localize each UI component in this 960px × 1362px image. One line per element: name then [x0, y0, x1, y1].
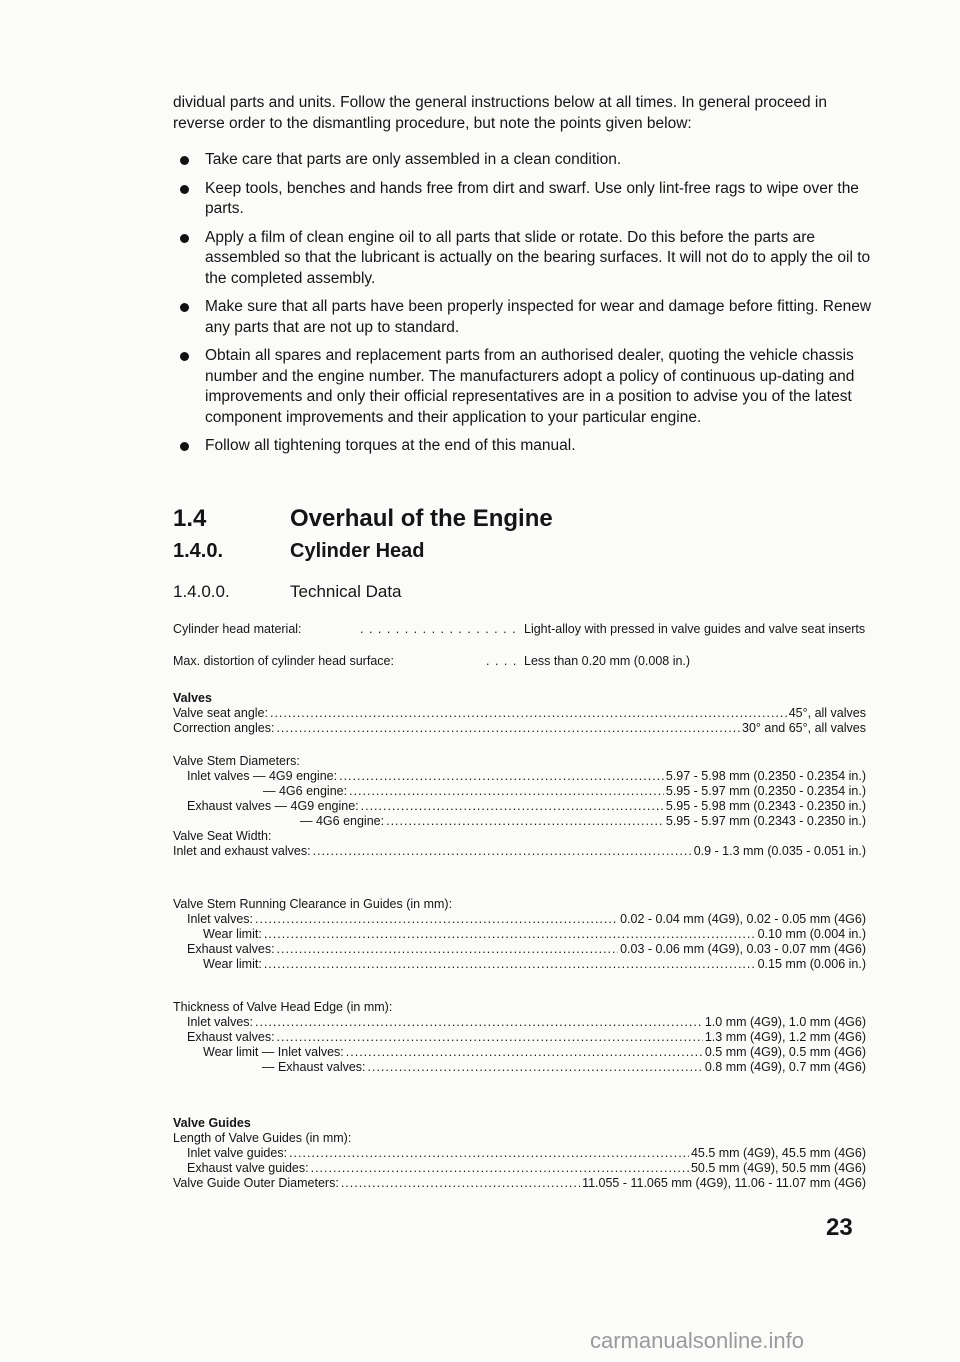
clearance-inlet-row: Inlet valves: ..... 0.02 - 0.04 mm (4G9), 0.02 - 0.05 mm (4G6) [173, 912, 866, 927]
list-item: Take care that parts are only assembled in a clean condition. [173, 150, 873, 171]
running-clearance-heading: Valve Stem Running Clearance in Guides (in mm): [173, 897, 453, 911]
stem-diameter-heading: Valve Stem Diameters: [173, 754, 300, 768]
exhaust-4g9-row: Exhaust valves — 4G9 engine: ..... 5.95 - 5.98 mm (0.2343 - 0.2350 in.) [173, 799, 866, 814]
bullet-icon [180, 234, 189, 243]
bullet-icon [180, 156, 189, 165]
thickness-inlet-row: Inlet valves: ..... 1.0 mm (4G9), 1.0 mm (4G6) [173, 1015, 866, 1030]
list-item: Make sure that all parts have been properly inspected for wear and damage before fitting. Renew any parts that are not up to standard. [173, 297, 873, 338]
list-item: Keep tools, benches and hands free from dirt and swarf. Use only lint-free rags to wipe over the parts. [173, 179, 873, 220]
guide-length-heading: Length of Valve Guides (in mm): [173, 1131, 352, 1145]
bullet-icon [180, 185, 189, 194]
guide-exhaust-row: Exhaust valve guides: ..... 50.5 mm (4G9), 50.5 mm (4G6) [173, 1161, 866, 1176]
thickness-wear-inlet-row: Wear limit — Inlet valves: ..... 0.5 mm (4G9), 0.5 mm (4G6) [173, 1045, 866, 1060]
intro-paragraph: dividual parts and units. Follow the general instructions below at all times. In general proceed in reverse order to the dismantling procedure, but note the points given below: [173, 94, 827, 132]
list-item: Obtain all spares and replacement parts from an authorised dealer, quoting the vehicle chassis number and the engine number. The manufacturers adopt a policy of continuous up-dating and improvements and only their official representatives are in a position to advise you of the latest component improvements and their application to your particular engine. [173, 346, 873, 428]
head-material-value: Light-alloy with pressed in valve guides and valve seat inserts [524, 622, 866, 636]
head-edge-thickness-section [173, 1000, 866, 1075]
page-number: 23 [826, 1214, 853, 1241]
section-number: 1.4 [173, 505, 207, 532]
subsection-number: 1.4.0. [173, 540, 224, 562]
seat-angle-row: Valve seat angle: ..... 45°, all valves [173, 706, 866, 721]
thickness-exhaust-row: Exhaust valves: ..... 1.3 mm (4G9), 1.2 mm (4G6) [173, 1030, 866, 1045]
valve-guides-section [173, 1116, 866, 1191]
leader-dots: . . . . . . . . . . . . . . . . . . [360, 622, 517, 636]
stem-diameter-section [173, 754, 866, 859]
bullet-icon [180, 442, 189, 451]
subsubsection-title: Technical Data [290, 582, 402, 601]
list-item: Follow all tightening torques at the end of this manual. [173, 436, 873, 457]
thickness-wear-exhaust-row: — Exhaust valves: ..... 0.8 mm (4G9), 0.7 mm (4G6) [173, 1060, 866, 1075]
inlet-4g9-row: Inlet valves — 4G9 engine: ..... 5.97 - 5.98 mm (0.2350 - 0.2354 in.) [173, 769, 866, 784]
valves-section [173, 691, 866, 736]
watermark-footer: carmanualsonline.info [590, 1328, 805, 1353]
inlet-4g6-row: — 4G6 engine: ..... 5.95 - 5.97 mm (0.2350 - 0.2354 in.) [173, 784, 866, 799]
assembly-instructions-list [173, 150, 873, 465]
clearance-inlet-wear-row: Wear limit: ..... 0.10 mm (0.004 in.) [173, 927, 866, 942]
bullet-icon [180, 352, 189, 361]
valve-guides-heading: Valve Guides [173, 1116, 251, 1130]
section-title: Overhaul of the Engine [290, 505, 553, 532]
running-clearance-section [173, 897, 866, 972]
valves-heading: Valves [173, 691, 212, 705]
head-material-label: Cylinder head material: [173, 622, 302, 636]
guide-inlet-row: Inlet valve guides: ..... 45.5 mm (4G9), 45.5 mm (4G6) [173, 1146, 866, 1161]
exhaust-4g6-row: — 4G6 engine: ..... 5.95 - 5.97 mm (0.2343 - 0.2350 in.) [173, 814, 866, 829]
clearance-exhaust-wear-row: Wear limit: ..... 0.15 mm (0.006 in.) [173, 957, 866, 972]
seat-width-heading: Valve Seat Width: [173, 829, 272, 843]
correction-angle-row: Correction angles: ..... 30° and 65°, all valves [173, 721, 866, 736]
subsection-title: Cylinder Head [290, 540, 425, 562]
clearance-exhaust-row: Exhaust valves: ..... 0.03 - 0.06 mm (4G9), 0.03 - 0.07 mm (4G6) [173, 942, 866, 957]
distortion-label: Max. distortion of cylinder head surface: [173, 654, 394, 668]
leader-dots: . . . . [486, 654, 518, 668]
thickness-heading: Thickness of Valve Head Edge (in mm): [173, 1000, 393, 1014]
subsubsection-number: 1.4.0.0. [173, 582, 230, 601]
distortion-value: Less than 0.20 mm (0.008 in.) [524, 654, 691, 668]
seat-width-row: Inlet and exhaust valves: ..... 0.9 - 1.3 mm (0.035 - 0.051 in.) [173, 844, 866, 859]
list-item: Apply a film of clean engine oil to all parts that slide or rotate. Do this before the parts are assembled so that the lubricant is actually on the bearing surfaces. It will not do to apply the oil to the completed assembly. [173, 228, 873, 290]
bullet-icon [180, 303, 189, 312]
guide-outer-diameter-row: Valve Guide Outer Diameters: ..... 11.055 - 11.065 mm (4G9), 11.06 - 11.07 mm (4G6) [173, 1176, 866, 1191]
